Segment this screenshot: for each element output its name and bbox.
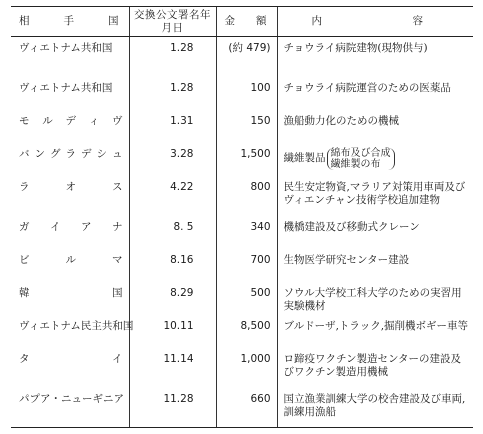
table-row [11, 388, 473, 428]
content-text [278, 143, 474, 170]
country-cell [11, 282, 129, 315]
signing-date: 1.28 [170, 42, 194, 54]
signing-date: 8.16 [170, 253, 194, 266]
header-country-char-2: 手 [63, 15, 74, 27]
signing-date: 10.11 [163, 319, 194, 332]
amount-value: 660 [250, 392, 271, 405]
grant-aid-table [11, 6, 473, 428]
country-char: タ [19, 352, 30, 365]
country-char: ビ [19, 253, 30, 266]
country-char: ヴ [112, 114, 123, 127]
amount-value: 1,500 [240, 147, 271, 160]
content-text: ロ蹄疫ワクチン製造センターの建設及びワクチン製造用機械 [283, 352, 462, 378]
header-content-char-2: 容 [412, 15, 423, 27]
table-row [11, 216, 473, 249]
date-cell [129, 348, 216, 388]
country-cell [11, 37, 129, 77]
content-text: チョウライ病院建物(現物供与) [283, 42, 428, 54]
country-char: ガ [19, 220, 30, 233]
amount-value: 800 [250, 180, 271, 193]
country-char: ン [34, 147, 45, 160]
amount-cell [216, 176, 277, 216]
content-text: チョウライ病院運営のための医薬品 [283, 81, 451, 94]
amount-value: 100 [250, 81, 271, 94]
content-text: 民生安定物資,マラリア対策用車両及びヴィエンチャン技術学校追加建物 [283, 180, 466, 206]
country-char: ル [42, 114, 53, 127]
signing-date: 11.14 [163, 352, 194, 365]
country-cell [11, 315, 134, 348]
date-cell [129, 216, 216, 249]
header-country-char-1: 相 [19, 15, 30, 27]
country-name: ヴィエトナム共和国 [19, 42, 113, 54]
table-row [11, 315, 473, 348]
brace-line: 綿布及び合成 [330, 147, 391, 159]
amount-cell [216, 37, 277, 77]
header-amount-char-2: 額 [256, 15, 267, 27]
signing-date: 3.28 [170, 147, 194, 160]
country-cell [11, 249, 129, 282]
table-row [11, 282, 473, 315]
country-cell [11, 388, 129, 428]
country-name [11, 143, 129, 161]
header-date-label: 交換公文署名年月日 [134, 8, 211, 34]
country-name [11, 348, 129, 366]
country-char: ス [112, 180, 123, 193]
brace-line: 繊維製の布 [330, 158, 381, 170]
date-cell [129, 282, 216, 315]
country-char: ナ [112, 220, 123, 233]
amount-cell [216, 216, 277, 249]
signing-date: 4.22 [170, 180, 194, 193]
country-name [11, 282, 129, 300]
content-cell [277, 37, 473, 77]
amount-cell [216, 282, 277, 315]
date-cell [129, 77, 216, 110]
date-cell [129, 110, 216, 143]
country-char: ル [65, 253, 76, 266]
amount-value: 150 [250, 114, 271, 127]
country-cell [11, 176, 129, 216]
table-row [11, 77, 473, 110]
content-cell [277, 77, 473, 110]
country-name [11, 249, 129, 267]
date-cell [129, 249, 216, 282]
country-char: オ [65, 180, 76, 193]
amount-cell [216, 348, 277, 388]
country-char: ア [81, 220, 92, 233]
header-amount-char-1: 金 [224, 15, 235, 27]
content-text: 機橋建設及び移動式クレーン [283, 220, 420, 233]
country-name: ヴィエトナム共和国 [19, 81, 113, 94]
amount-cell [216, 249, 277, 282]
amount-value: 8,500 [240, 319, 271, 332]
country-char: マ [112, 253, 123, 266]
country-char: デ [65, 114, 76, 127]
table-row [11, 348, 473, 388]
content-cell [277, 282, 473, 315]
country-char: イ [50, 220, 61, 233]
amount-value: 700 [250, 253, 271, 266]
country-char: グ [50, 147, 61, 160]
content-text: 漁船動力化のための機械 [283, 114, 399, 127]
content-prefix: 繊維製品 [283, 152, 326, 164]
date-cell [129, 388, 216, 428]
country-cell [11, 348, 129, 388]
amount-cell [216, 143, 277, 176]
content-cell [277, 388, 473, 428]
amount-cell [216, 315, 277, 348]
table-row [11, 176, 473, 216]
header-country-char-3: 国 [108, 15, 119, 27]
country-cell [11, 143, 129, 176]
table-row [11, 143, 473, 176]
country-char: 韓 [19, 286, 30, 299]
country-name [11, 110, 129, 128]
content-with-brace [284, 148, 395, 170]
country-cell [11, 77, 129, 110]
date-cell [129, 315, 216, 348]
content-cell [277, 110, 473, 143]
amount-value: 1,000 [240, 352, 271, 365]
country-char: ラ [65, 147, 76, 160]
amount-value: 500 [250, 286, 271, 299]
content-text: ブルドーザ,トラック,掘削機ボギー車等 [283, 319, 469, 332]
header-content-char-1: 内 [311, 15, 322, 27]
country-char: デ [81, 147, 92, 160]
header-amount [216, 7, 277, 37]
content-text: ソウル大学校工科大学のための実習用実験機材 [283, 286, 462, 312]
country-char: バ [19, 147, 30, 160]
table-row [11, 110, 473, 143]
amount-cell [216, 110, 277, 143]
country-name [11, 216, 129, 234]
table-row [11, 249, 473, 282]
signing-date: 1.31 [170, 114, 194, 127]
content-cell [277, 176, 473, 216]
content-cell [277, 216, 473, 249]
date-cell [129, 37, 216, 77]
country-char: ィ [88, 114, 100, 127]
content-text: 国立漁業訓練大学の校舎建設及び車両,訓練用漁船 [283, 392, 466, 418]
country-char: モ [19, 114, 30, 127]
header-content [277, 7, 473, 37]
date-cell [129, 143, 216, 176]
signing-date: 11.28 [163, 392, 194, 405]
table-row [11, 37, 473, 77]
brace-group [327, 148, 395, 170]
signing-date: 1.28 [170, 81, 194, 94]
header-country [11, 7, 129, 37]
country-cell [11, 216, 129, 249]
date-cell [129, 176, 216, 216]
amount-cell [216, 388, 277, 428]
content-cell [277, 249, 473, 282]
country-name: ヴィエトナム民主共和国 [19, 319, 134, 332]
amount-value: 340 [250, 220, 271, 233]
signing-date: 8.29 [170, 286, 194, 299]
country-char: ュ [112, 147, 123, 160]
country-name: パプア・ニューギニア [19, 392, 124, 405]
content-text: 生物医学研究センター建設 [283, 253, 410, 266]
content-cell [277, 315, 473, 348]
country-char: イ [112, 352, 123, 365]
country-char: 国 [112, 286, 123, 299]
content-cell [277, 143, 473, 176]
table-body [11, 37, 473, 428]
header-row [11, 7, 473, 37]
signing-date: 8. 5 [173, 220, 194, 233]
country-cell [11, 110, 129, 143]
country-name [11, 176, 129, 194]
country-char: ラ [19, 180, 30, 193]
content-cell [277, 348, 473, 388]
country-char: シ [96, 147, 107, 160]
header-date [129, 7, 216, 37]
amount-value: (約 479) [228, 42, 271, 54]
amount-cell [216, 77, 277, 110]
